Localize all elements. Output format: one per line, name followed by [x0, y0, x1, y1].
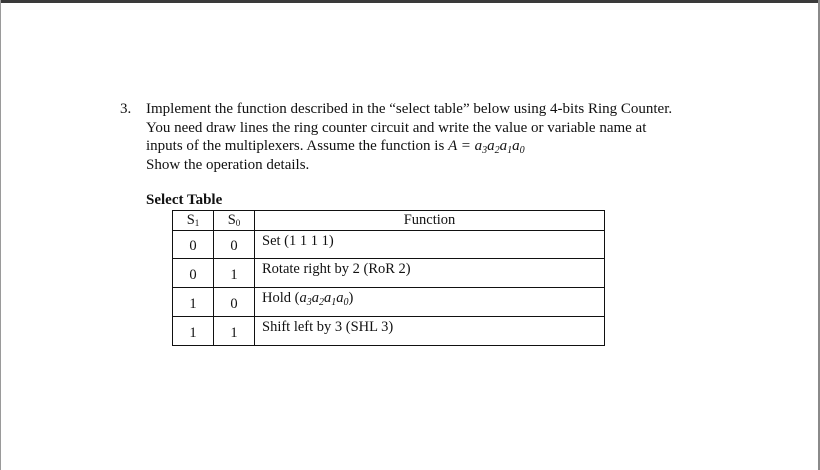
cell-function: Rotate right by 2 (RoR 2) — [255, 259, 605, 288]
question-line-1: Implement the function described in the “select table” below using 4-bits Ring Counter. — [146, 101, 673, 117]
question-line-3-text: inputs of the multiplexers. Assume the function is — [146, 138, 445, 154]
table-row — [173, 288, 605, 317]
header-s0: $S_0$ — [214, 211, 255, 231]
window-top-border — [0, 0, 820, 3]
cell-s1: 1 — [173, 288, 214, 317]
select-table — [172, 210, 605, 346]
cell-s0: 0 — [214, 288, 255, 317]
question-text — [146, 100, 740, 174]
cell-s0: 1 — [214, 317, 255, 346]
cell-s0: 1 — [214, 259, 255, 288]
question-line-3 — [146, 137, 740, 156]
cell-function: Set (1 1 1 1) — [255, 231, 605, 259]
page-left-edge — [0, 0, 1, 470]
question-number: 3. — [120, 101, 132, 117]
table-row — [173, 259, 605, 288]
header-s1: $S_1$ — [173, 211, 214, 231]
select-table-title: Select Table — [146, 192, 223, 208]
table-row — [173, 317, 605, 346]
question-line-2: You need draw lines the ring counter circuit and write the value or variable name at — [146, 119, 647, 136]
cell-s1: 0 — [173, 259, 214, 288]
table-row — [173, 231, 605, 259]
question-line-4: Show the operation details. — [146, 156, 310, 173]
cell-s0: 0 — [214, 231, 255, 259]
header-function: Function — [255, 211, 605, 231]
question-3 — [120, 100, 740, 174]
function-formula: $A = a_3a_2a_1a_0$ — [448, 138, 525, 156]
select-table-header-row — [173, 211, 605, 231]
cell-function: Hold $(a_3a_2a_1a_0)$ — [255, 288, 605, 317]
cell-function: Shift left by 3 (SHL 3) — [255, 317, 605, 346]
cell-s1: 1 — [173, 317, 214, 346]
cell-s1: 0 — [173, 231, 214, 259]
